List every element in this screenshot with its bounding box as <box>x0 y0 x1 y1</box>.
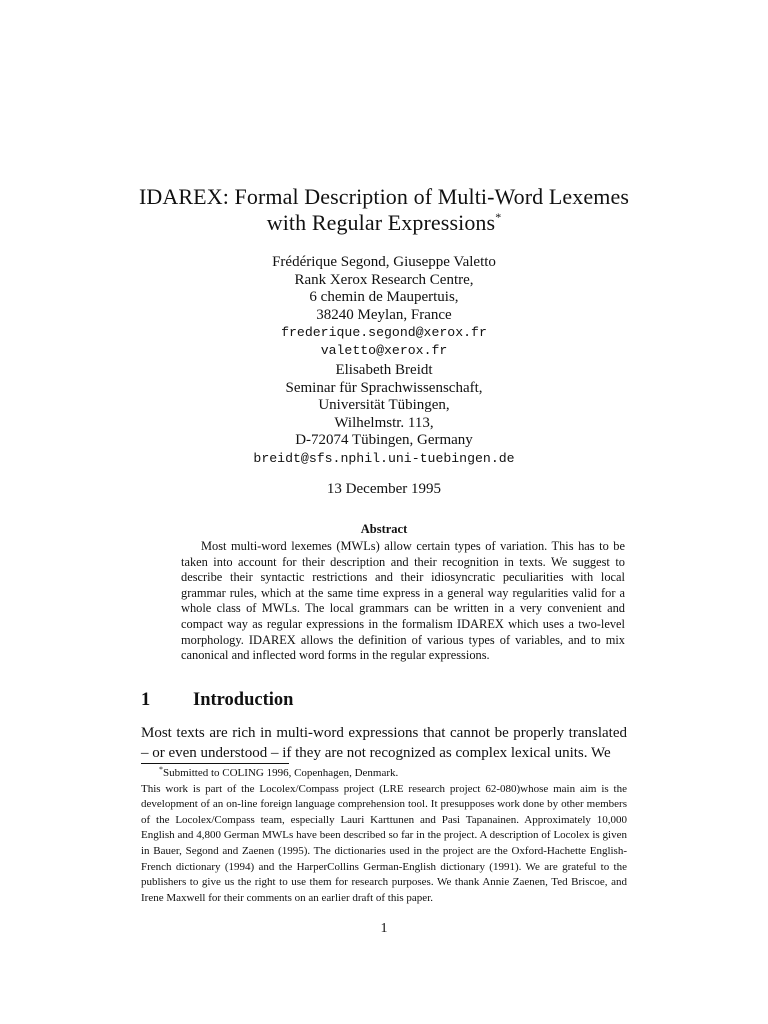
affiliation-line: Universität Tübingen, <box>318 397 450 413</box>
section-number: 1 <box>141 690 151 710</box>
paper-title <box>0 184 768 236</box>
footnote-rule <box>141 763 289 764</box>
affiliation-line: D-72074 Tübingen, Germany <box>295 432 473 448</box>
paper-date: 13 December 1995 <box>326 481 442 497</box>
author-names: Frédérique Segond, Giuseppe Valetto <box>272 254 496 270</box>
abstract-body: Most multi-word lexemes (MWLs) allow certain types of variation. This has to be taken into account for their description and their recognition in texts. We suggest to describe their syntactic restrictions and their idiosyncratic peculiarities with local grammar rules, which at the same time express in a general way regularities valid for a whole class of MWLs. The local grammars can be written in a very convenient and compact way as regular expressions in the formalism IDAREX which uses a two-level morphology. IDAREX allows the definition of various types of variables, and to mix canonical and inflected word forms in the regular expressions. <box>181 539 625 663</box>
page-number: 1 <box>380 921 388 936</box>
section-heading <box>141 690 293 711</box>
section-title: Introduction <box>193 690 294 710</box>
abstract-heading: Abstract <box>360 522 408 536</box>
footnote-first-line <box>141 766 627 782</box>
title-line-2 <box>0 210 768 236</box>
author-names: Elisabeth Breidt <box>335 362 433 378</box>
affiliation-line: Rank Xerox Research Centre, <box>294 271 474 288</box>
footnote-text: This work is part of the Locolex/Compass project (LRE research project 62-080)whose main aim is the development of an on-line foreign language comprehension tool. It presupposes work done by other members of the Locolex/Compass team, especially Lauri Karttunen and Pasi Tapanainen. Approximately 10,000 English and 4,800 German MWLs have been described so far in the project. A description of Locolex is given in Bauer, Segond and Zaenen (1995). The dictionaries used in the project are the Oxford-Hachette English-French dictionary (1994) and the HarperCollins German-English dictionary (1991). We are grateful to the publishers to give us the right to use them for research purposes. We thank Annie Zaenen, Ted Briscoe, and Irene Maxwell for their comments on an earlier draft of this paper. <box>141 782 627 904</box>
introduction-text: Most texts are rich in multi-word expressions that cannot be properly translated – or even understood – if they are not recognized as complex lexical units. We <box>141 725 627 761</box>
title-line-2-text: with Regular Expressions <box>266 210 496 235</box>
author-group-2 <box>0 362 768 467</box>
footnote-mark: * <box>159 765 163 774</box>
title-footnote-mark: * <box>495 210 502 224</box>
affiliation-line: Wilhelmstr. 113, <box>334 414 434 431</box>
title-line-1: IDAREX: Formal Description of Multi-Word Lexemes <box>139 184 629 209</box>
author-group-1 <box>0 254 768 359</box>
affiliation-line: Seminar für Sprachwissenschaft, <box>285 379 483 396</box>
affiliation-line: 38240 Meylan, France <box>316 306 452 323</box>
footnote-submission: Submitted to COLING 1996, Copenhagen, Denmark. <box>163 767 399 779</box>
author-email: frederique.segond@xerox.fr <box>281 325 487 340</box>
affiliation-line: 6 chemin de Maupertuis, <box>309 289 459 305</box>
footnote <box>141 766 627 906</box>
author-email: breidt@sfs.nphil.uni-tuebingen.de <box>253 450 515 466</box>
author-email: valetto@xerox.fr <box>320 342 448 358</box>
